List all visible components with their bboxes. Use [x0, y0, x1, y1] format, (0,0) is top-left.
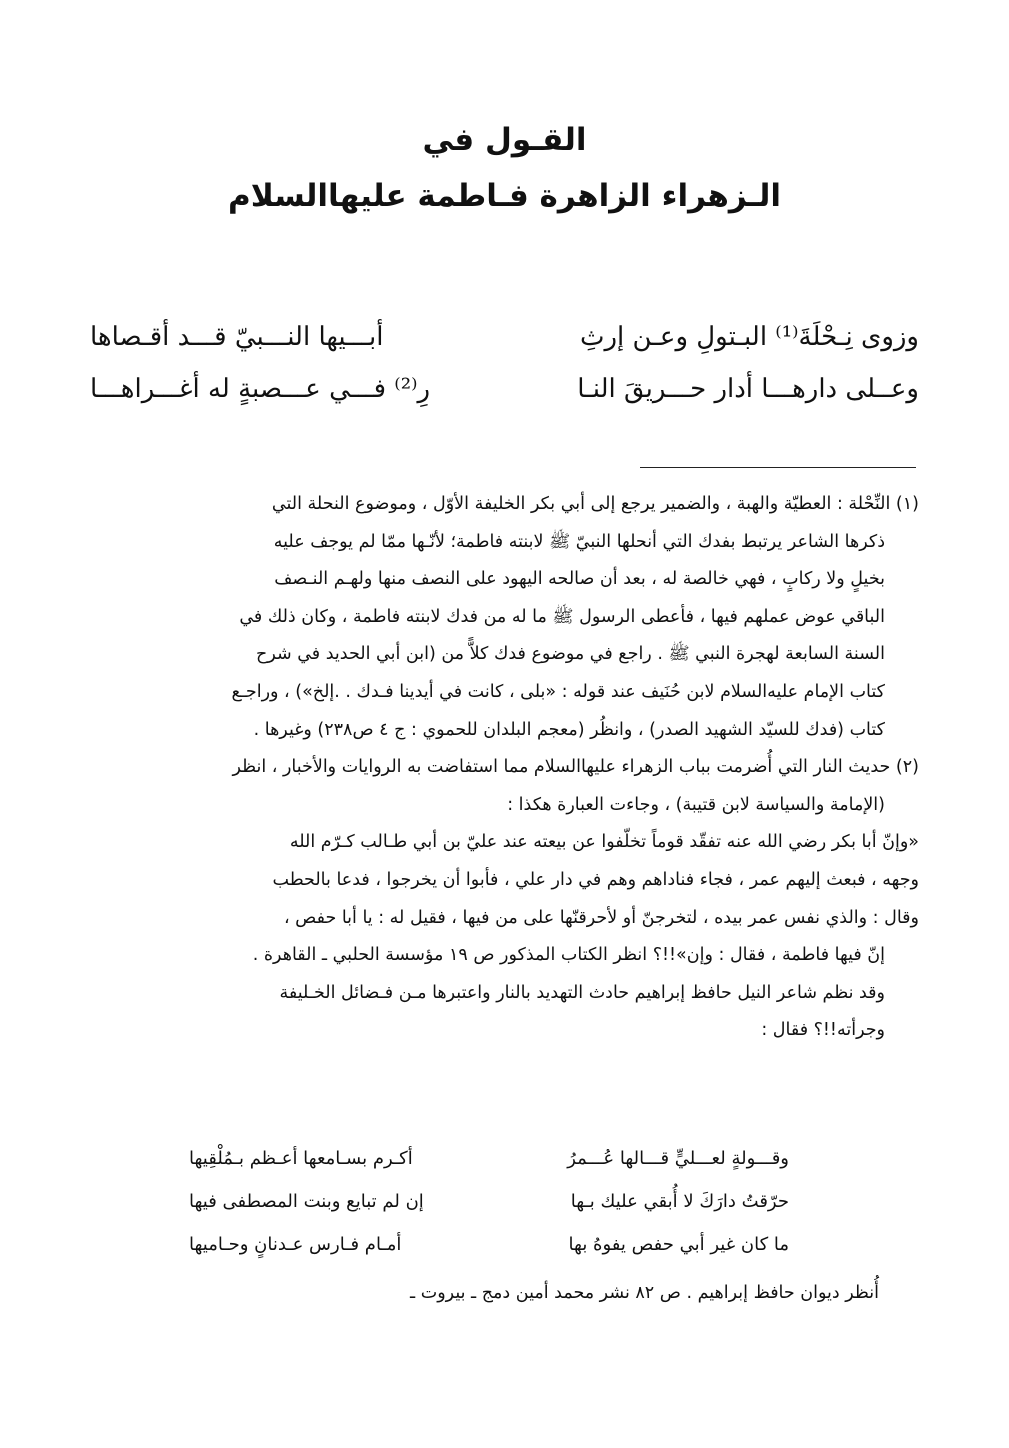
poem-line	[189, 1234, 789, 1277]
poem-line	[189, 1191, 789, 1234]
footnote-line: «وإنّ أبا بكر رضي الله عنه تفقّد قوماً تخلّفوا عن بيعته عند عليّ بن أبي طـالب كـرّم الله	[289, 832, 919, 853]
footnotes	[90, 486, 919, 1050]
poem-first-hemistich: حرّقتُ دارَكَ لا أُبقي عليك بـها	[570, 1191, 789, 1212]
footnote-line: (الإمامة والسياسة لابن قتيبة) ، وجاءت العبارة هكذا :	[507, 794, 885, 815]
verse-line	[90, 322, 919, 374]
poem-second-hemistich: إن لم تبايع وبنت المصطفى فيها	[189, 1191, 424, 1212]
verse-first-hemistich: وعــلى دارهـــا أدار حـــريقَ النـا	[577, 374, 919, 404]
verse-line	[90, 374, 919, 426]
footnote-line: وجهه ، فبعث إليهم عمر ، فجاء فناداهم وهم في دار علي ، فأبوا أن يخرجوا ، فدعا بالحطب	[272, 869, 919, 890]
footnote-line: إنّ فيها فاطمة ، فقال : وإن»!!؟ انظر الكتاب المذكور ص ١٩ مؤسسة الحلبي ـ القاهرة .	[252, 945, 885, 966]
source-reference: أُنظر ديوان حافظ إبراهيم . ص ٨٢ نشر محمد أمين دمج ـ بيروت ـ	[410, 1283, 879, 1303]
poem-first-hemistich: وقـــولةٍ لعـــليٍّ قـــالها عُـــمرُ	[567, 1148, 789, 1169]
footnote-line: وقال : والذي نفس عمر بيده ، لتخرجنّ أو لأحرقنّها على من فيها ، فقيل له : يا أبا حفص ،	[283, 907, 919, 928]
poem-verses	[90, 322, 919, 426]
footnote-line: كتاب الإمام عليه‌السلام لابن حُنَيف عند قوله : «بلى ، كانت في أيدينا فـدك . .إلخ») ، وراجـع	[231, 681, 885, 702]
verse-first-hemistich: وزوى نِـحْلَةَ⁽¹⁾ البـتولِ وعـن إرثِ	[580, 322, 919, 352]
chapter-title: القـول في	[422, 122, 587, 158]
footnote-line: ذكرها الشاعر يرتبط بفدك التي أنحلها النبيّ ﷺ لابنته فاطمة؛ لأنّـها ممّا لم يوجف عليه	[273, 531, 885, 552]
verse-second-hemistich: أبـــيها النـــبيّ قـــد أقـصاها	[90, 322, 384, 352]
footnote-line: وقد نظم شاعر النيل حافظ إبراهيم حادث التهديد بالنار واعتبرها مـن فـضائل الخـليفة	[279, 982, 885, 1003]
footnote-line: كتاب (فدك للسيّد الشهيد الصدر) ، وانظُر (معجم البلدان للحموي : ج ٤ ص٢٣٨) وغيرها .	[253, 719, 885, 740]
footnote-poem	[189, 1148, 789, 1277]
footnote-line: بخيلٍ ولا ركابٍ ، فهي خالصة له ، بعد أن صالحه اليهود على النصف منها ولهـم النـصف	[274, 569, 885, 590]
verse-second-hemistich: رِ⁽²⁾ فـــي عـــصبةٍ له أغـــراهـــا	[90, 374, 431, 404]
poem-second-hemistich: أمـام فـارس عـدنانٍ وحـاميها	[189, 1234, 402, 1255]
footnote-line: الباقي عوض عملهم فيها ، فأعطى الرسول ﷺ ما له من فدك لابنته فاطمة ، وكان ذلك في	[239, 606, 885, 627]
footnote-line: (٢) حديث النار التي أُضرمت بباب الزهراء عليها‌السلام مما استفاضت به الروايات والأخبار ، انظر	[232, 757, 919, 778]
footnote-line: (١) النِّحْلة : العطيّة والهبة ، والضمير يرجع إلى أبي بكر الخليفة الأوّل ، وموضوع النحلة التي	[271, 494, 919, 514]
poem-first-hemistich: ما كان غير أبي حفص يفوهُ بها	[568, 1234, 789, 1255]
poem-second-hemistich: أكـرم بسـامعها أعـظم بـمُلْقِيها	[189, 1148, 413, 1169]
footnote-line: السنة السابعة لهجرة النبي ﷺ . راجع في موضوع فدك كلاًّ من (ابن أبي الحديد في شرح	[256, 644, 885, 665]
chapter-subtitle: الـزهراء الزاهرة فـاطمة عليها‌السلام	[227, 178, 781, 214]
footnote-line: وجرأته!!؟ فقال :	[761, 1020, 885, 1041]
footnote-divider	[640, 467, 916, 468]
poem-line	[189, 1148, 789, 1191]
